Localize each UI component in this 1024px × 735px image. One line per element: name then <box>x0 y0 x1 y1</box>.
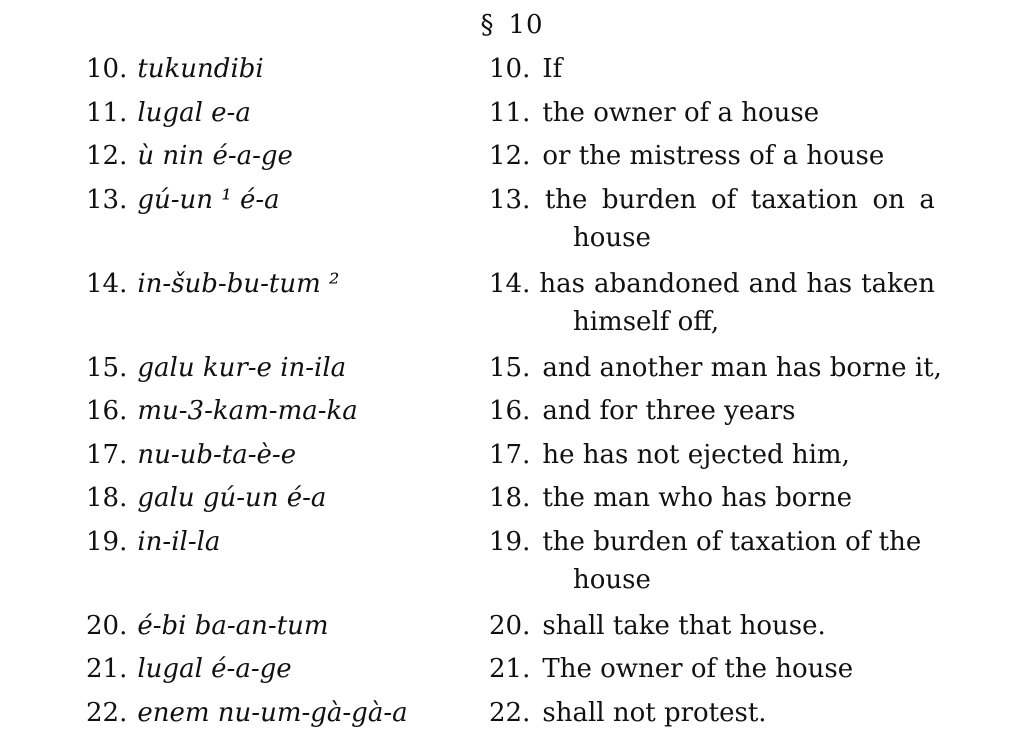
sumerian-text: mu-3-kam-ma-ka <box>137 396 357 426</box>
text-row <box>0 92 1024 136</box>
translation-continuation: himself off, <box>489 302 937 342</box>
text-row <box>0 605 1024 649</box>
sumerian-text: lugal é-a-ge <box>137 654 291 684</box>
sumerian-line <box>86 648 466 691</box>
translation-first-line <box>489 263 935 306</box>
translation-first-line <box>489 434 937 477</box>
translation-line <box>489 48 937 91</box>
line-number-left: 12. <box>86 135 127 178</box>
sumerian-line <box>86 605 466 648</box>
translation-line <box>489 521 937 600</box>
translation-first-line <box>489 521 937 564</box>
sumerian-text: galu gú-un é-a <box>137 483 326 513</box>
line-number-left: 19. <box>86 521 127 564</box>
text-row <box>0 179 1024 263</box>
line-number-left: 16. <box>86 390 127 433</box>
translation-text: shall take that house. <box>542 611 825 641</box>
text-row <box>0 648 1024 692</box>
translation-word: on <box>873 179 905 222</box>
line-number-right: 12. <box>489 135 530 178</box>
translation-line <box>489 263 937 342</box>
text-row <box>0 434 1024 478</box>
translation-first-line <box>489 477 937 520</box>
translation-word: the <box>545 179 588 222</box>
sumerian-line <box>86 263 466 306</box>
translation-line <box>489 390 937 433</box>
translation-word: has <box>807 263 853 306</box>
translation-line <box>489 648 937 691</box>
text-row <box>0 347 1024 391</box>
translation-first-line <box>489 347 937 390</box>
sumerian-text: nu-ub-ta-è-e <box>137 440 296 470</box>
translation-text: shall not protest. <box>542 698 766 728</box>
translation-continuation: house <box>489 560 937 600</box>
parallel-text <box>0 48 1024 735</box>
line-number-right: 19. <box>489 521 530 564</box>
line-number-right: 17. <box>489 434 530 477</box>
section-heading <box>0 10 1024 40</box>
sumerian-text: lugal e-a <box>137 98 250 128</box>
text-row <box>0 135 1024 179</box>
line-number-right: 13. <box>489 179 530 222</box>
line-number-right: 18. <box>489 477 530 520</box>
sumerian-line <box>86 347 466 390</box>
translation-first-line <box>489 179 935 222</box>
translation-first-line <box>489 390 937 433</box>
text-row <box>0 390 1024 434</box>
line-number-right: 15. <box>489 347 530 390</box>
sumerian-line <box>86 48 466 91</box>
translation-word: has <box>539 263 585 306</box>
line-number-left: 20. <box>86 605 127 648</box>
line-number-left: 21. <box>86 648 127 691</box>
translation-text: The owner of the house <box>542 654 853 684</box>
translation-text: the owner of a house <box>542 98 819 128</box>
sumerian-text: in-šub-bu-tum ² <box>137 269 339 299</box>
translation-text: the burden of taxation of the <box>542 527 921 557</box>
translation-word: a <box>919 179 935 222</box>
translation-word: of <box>711 179 736 222</box>
translation-word: abandoned <box>594 263 739 306</box>
line-number-right: 11. <box>489 92 530 135</box>
line-number-right: 22. <box>489 692 530 735</box>
sumerian-text: gú-un ¹ é-a <box>137 185 279 215</box>
line-number-right: 10. <box>489 48 530 91</box>
translation-line <box>489 605 937 648</box>
sumerian-line <box>86 477 466 520</box>
sumerian-text: é-bi ba-an-tum <box>137 611 328 641</box>
line-number-right: 16. <box>489 390 530 433</box>
translation-first-line <box>489 48 937 91</box>
section-symbol: § <box>480 10 494 40</box>
translation-text: If <box>542 54 562 84</box>
section-number: 10 <box>508 10 543 40</box>
sumerian-text: enem nu-um-gà-gà-a <box>137 698 407 728</box>
translation-first-line <box>489 135 937 178</box>
translation-line <box>489 92 937 135</box>
translation-text: the man who has borne <box>542 483 852 513</box>
translation-word: and <box>749 263 798 306</box>
text-row <box>0 521 1024 605</box>
translation-word: taken <box>861 263 935 306</box>
line-number-left: 13. <box>86 179 127 222</box>
sumerian-text: galu kur-e in-ila <box>137 353 346 383</box>
sumerian-line <box>86 521 466 564</box>
translation-text: he has not ejected him, <box>542 440 849 470</box>
translation-line <box>489 692 937 735</box>
translation-first-line <box>489 605 937 648</box>
line-number-left: 15. <box>86 347 127 390</box>
line-number-left: 10. <box>86 48 127 91</box>
translation-word: burden <box>602 179 697 222</box>
translation-line <box>489 347 937 390</box>
sumerian-line <box>86 434 466 477</box>
sumerian-text: ù nin é-a-ge <box>137 141 293 171</box>
line-number-left: 17. <box>86 434 127 477</box>
line-number-right: 14. <box>489 263 530 306</box>
sumerian-text: in-il-la <box>137 527 220 557</box>
line-number-left: 11. <box>86 92 127 135</box>
line-number-left: 18. <box>86 477 127 520</box>
line-number-right: 21. <box>489 648 530 691</box>
text-row <box>0 477 1024 521</box>
line-number-right: 20. <box>489 605 530 648</box>
translation-line <box>489 135 937 178</box>
translation-line <box>489 477 937 520</box>
translation-first-line <box>489 648 937 691</box>
translation-text: and for three years <box>542 396 795 426</box>
text-row <box>0 48 1024 92</box>
translation-text: and another man has borne it, <box>542 353 942 383</box>
sumerian-line <box>86 179 466 222</box>
translation-word: taxation <box>751 179 858 222</box>
sumerian-line <box>86 135 466 178</box>
sumerian-line <box>86 390 466 433</box>
translation-continuation: house <box>489 218 937 258</box>
translation-line <box>489 179 937 258</box>
translation-first-line <box>489 692 937 735</box>
sumerian-line <box>86 92 466 135</box>
line-number-left: 22. <box>86 692 127 735</box>
text-row <box>0 692 1024 735</box>
text-row <box>0 263 1024 347</box>
sumerian-line <box>86 692 466 735</box>
translation-line <box>489 434 937 477</box>
translation-text: or the mistress of a house <box>542 141 884 171</box>
sumerian-text: tukundibi <box>137 54 263 84</box>
line-number-left: 14. <box>86 263 127 306</box>
translation-first-line <box>489 92 937 135</box>
